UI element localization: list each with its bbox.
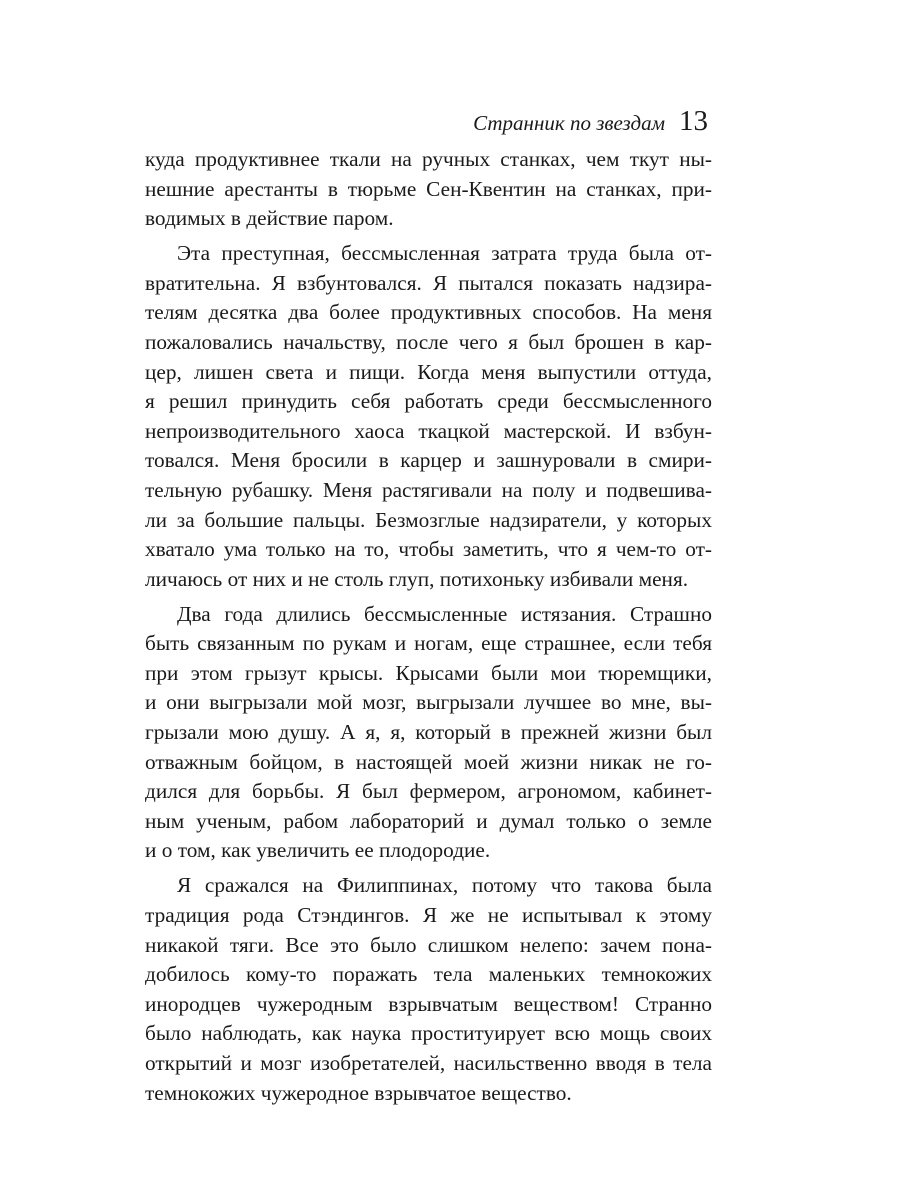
running-title: Странник по звездам bbox=[473, 111, 665, 135]
text-line: тельную рубашку. Меня растягивали на полу и подвешива- bbox=[145, 477, 712, 502]
text-line: цер, лишен света и пищи. Когда меня выпустили оттуда, bbox=[145, 359, 712, 384]
body-text bbox=[145, 145, 712, 1108]
text-line: никакой тяги. Все это было слишком нелепо: зачем пона- bbox=[145, 932, 712, 957]
text-line: традиция рода Стэндингов. Я же не испытывал к этому bbox=[145, 903, 712, 928]
text-line: хватало ума только на то, чтобы заметить, что я чем-то от- bbox=[145, 537, 712, 562]
text-line: телям десятка два более продуктивных способов. На меня bbox=[145, 300, 712, 325]
text-line: Я сражался на Филиппинах, потому что такова была bbox=[177, 873, 712, 898]
text-line: и о том, как увеличить ее плодородие. bbox=[145, 838, 491, 863]
text-line: отважным бойцом, в настоящей моей жизни никак не го- bbox=[145, 749, 712, 774]
text-line: дился для борьбы. Я был фермером, агрономом, кабинет- bbox=[145, 779, 712, 804]
text-line: инородцев чужеродным взрывчатым веществом! Странно bbox=[145, 991, 712, 1016]
text-line: быть связанным по рукам и ногам, еще страшнее, если тебя bbox=[145, 631, 712, 656]
running-header bbox=[473, 105, 708, 138]
text-line: я решил принудить себя работать среди бессмысленного bbox=[145, 389, 712, 414]
text-line: темнокожих чужеродное взрывчатое вещество. bbox=[145, 1080, 572, 1105]
text-line: Два года длились бессмысленные истязания. Страшно bbox=[177, 601, 712, 626]
text-line: добилось кому-то поражать тела маленьких темнокожих bbox=[145, 962, 712, 987]
text-line: было наблюдать, как наука проституирует всю мощь своих bbox=[145, 1021, 712, 1046]
text-line: ли за большие пальцы. Безмозглые надзиратели, у которых bbox=[145, 507, 712, 532]
text-line: непроизводительного хаоса ткацкой мастерской. И взбун- bbox=[145, 418, 712, 443]
text-line: грызали мою душу. А я, я, который в прежней жизни был bbox=[145, 720, 712, 745]
text-line: ным ученым, рабом лабораторий и думал только о земле bbox=[145, 808, 712, 833]
paragraph bbox=[145, 871, 712, 1108]
page-number: 13 bbox=[679, 105, 708, 137]
text-line: куда продуктивнее ткали на ручных станках, чем ткут ны- bbox=[145, 147, 712, 171]
text-line: открытий и мозг изобретателей, насильственно вводя в тела bbox=[145, 1050, 712, 1075]
paragraph bbox=[145, 239, 712, 594]
paragraph bbox=[145, 145, 712, 234]
text-line: Эта преступная, бессмысленная затрата труда была от- bbox=[177, 241, 712, 266]
text-line: личаюсь от них и не столь глуп, потихоньку избивали меня. bbox=[145, 566, 689, 591]
text-line: товался. Меня бросили в карцер и зашнуровали в смири- bbox=[145, 448, 712, 473]
text-line: вратительна. Я взбунтовался. Я пытался показать надзира- bbox=[145, 270, 712, 295]
text-line: при этом грызут крысы. Крысами были мои тюремщики, bbox=[145, 660, 712, 685]
text-line: нешние арестанты в тюрьме Сен-Квентин на станках, при- bbox=[145, 176, 712, 201]
text-line: водимых в действие паром. bbox=[145, 206, 394, 231]
paragraph bbox=[145, 600, 712, 866]
text-line: пожаловались начальству, после чего я был брошен в кар- bbox=[145, 329, 712, 354]
text-line: и они выгрызали мой мозг, выгрызали лучшее во мне, вы- bbox=[145, 690, 712, 715]
